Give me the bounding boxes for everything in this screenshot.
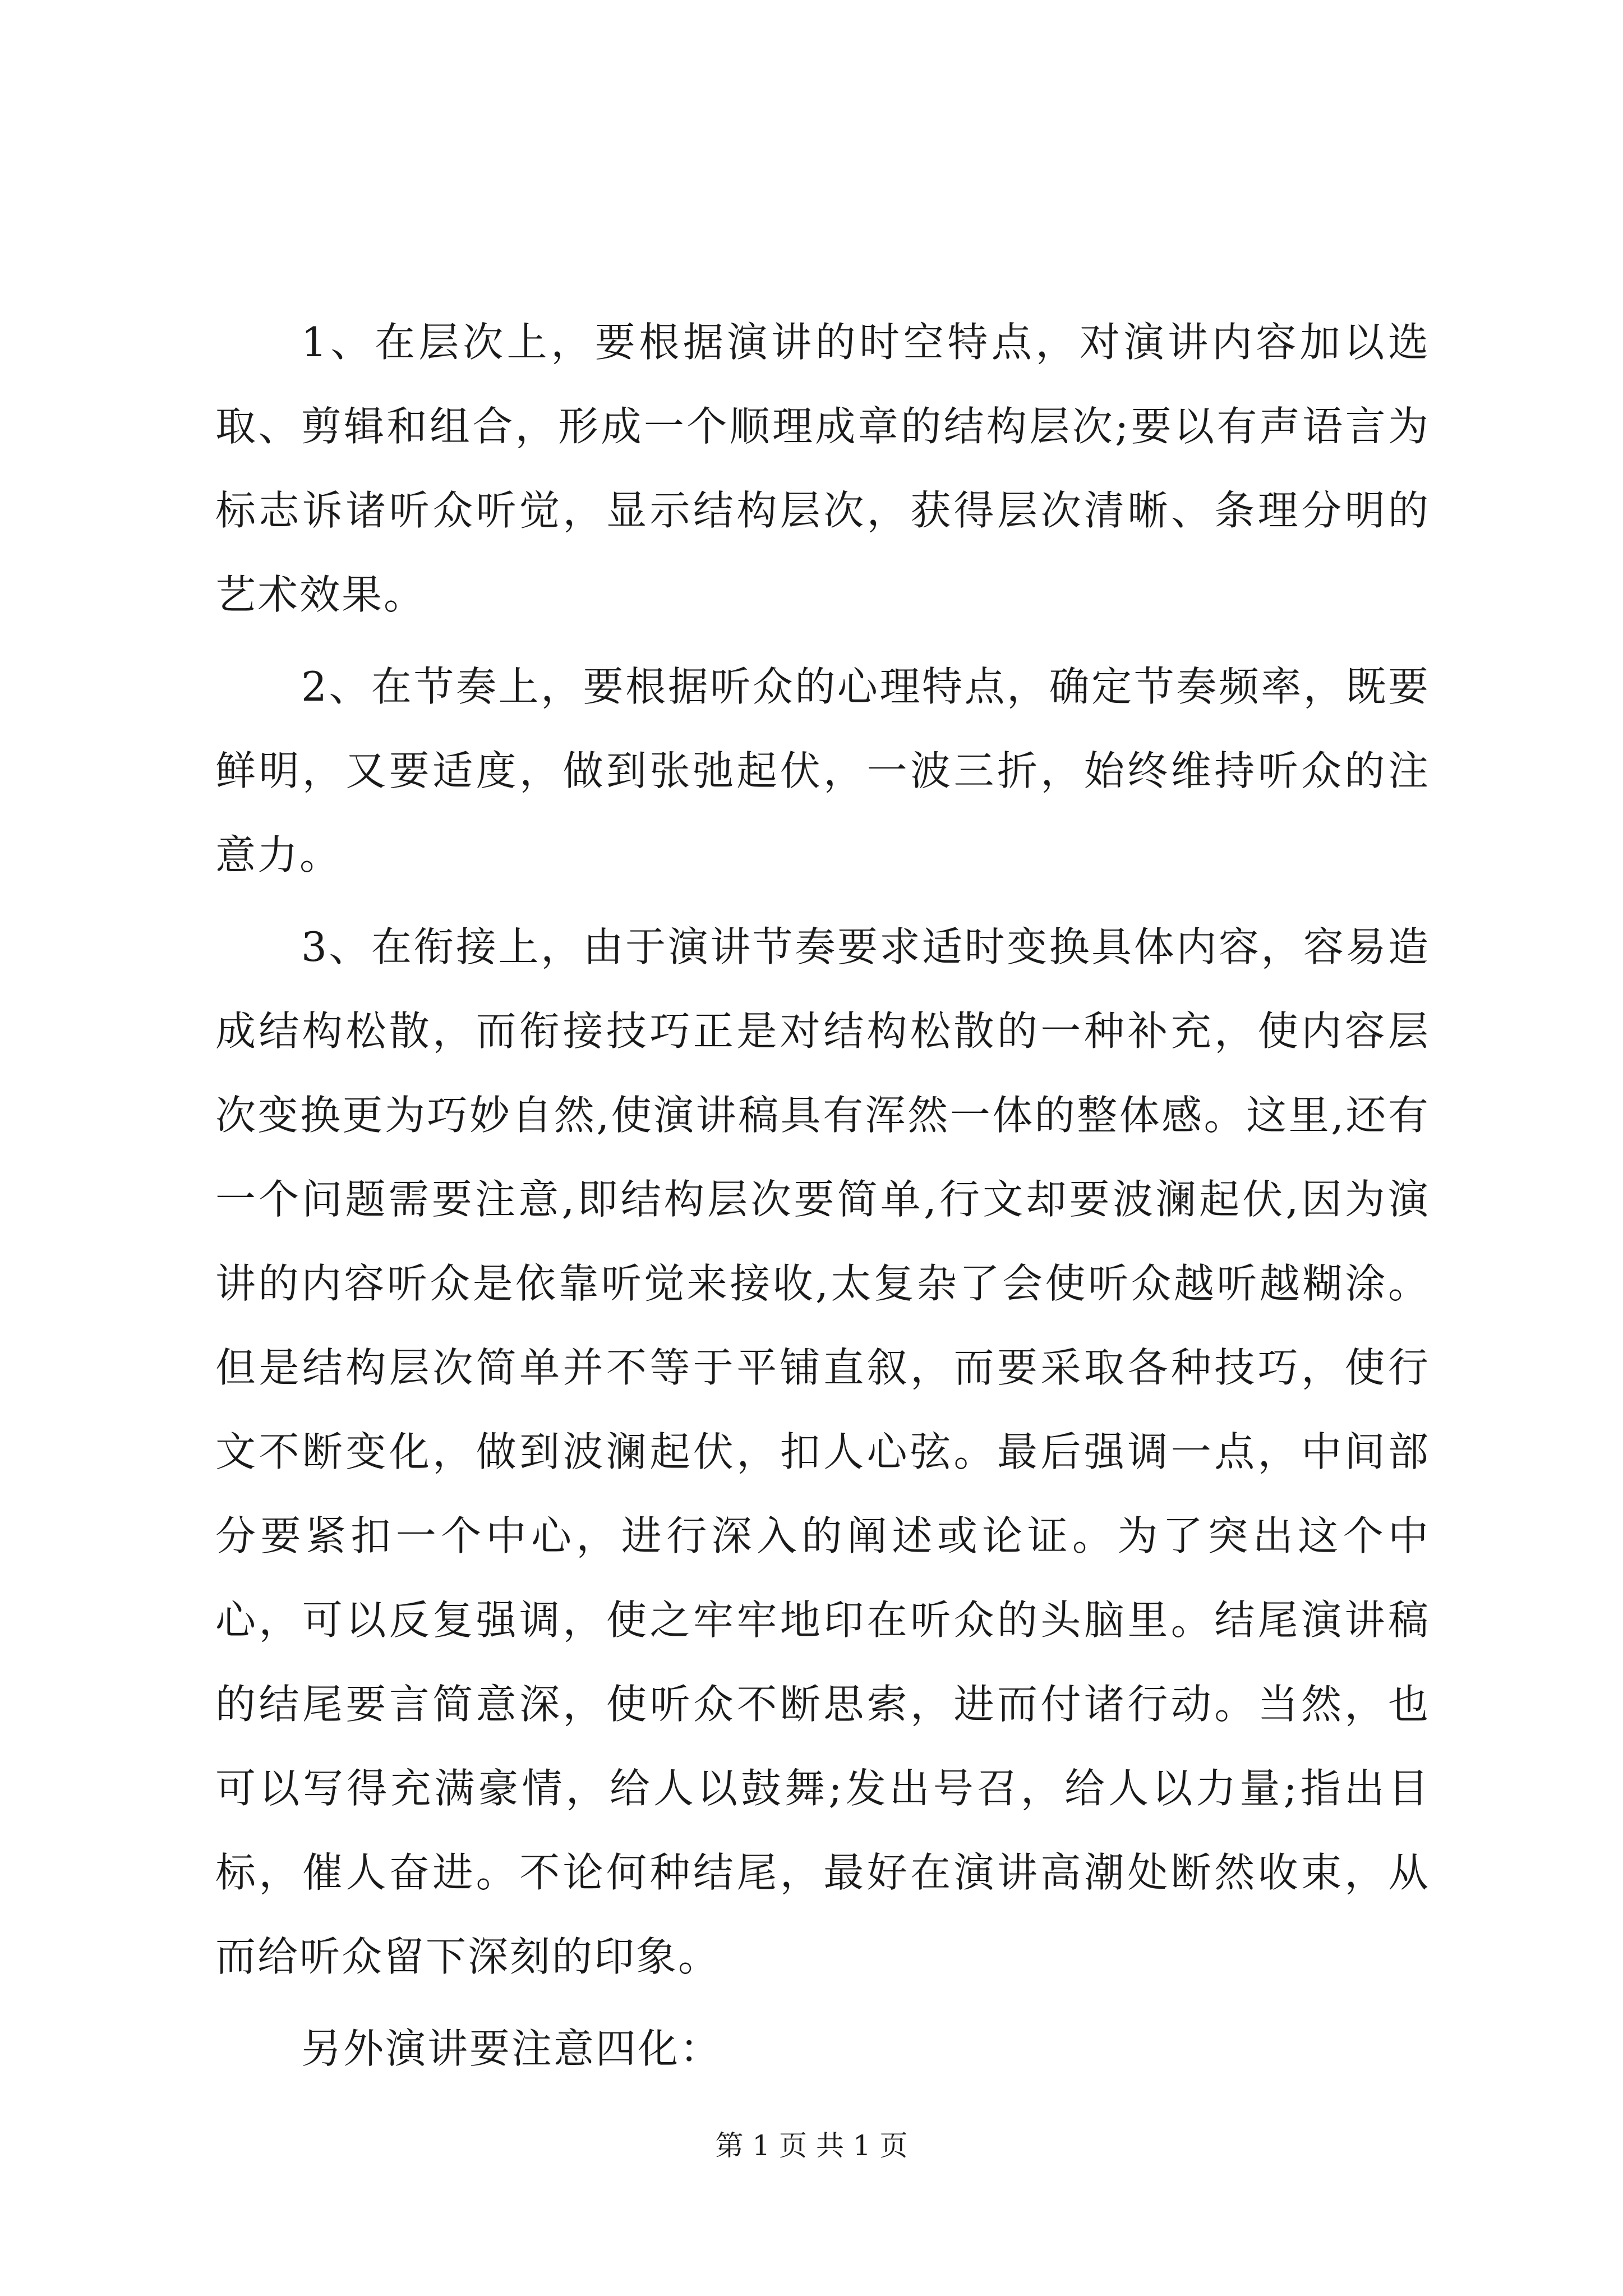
paragraph-rhythm: 2、在节奏上，要根据听众的心理特点，确定节奏频率，既要鲜明，又要适度，做到张弛起伏，一波三折，始终维持听众的注意力。 [215,663,1430,878]
paragraph-transitions: 3、在衔接上，由于演讲节奏要求适时变换具体内容，容易造成结构松散，而衔接技巧正是对结构松散的一种补充，使内容层次变换更为巧妙自然,使演讲稿具有浑然一体的整体感。这里,还有一个问题需要注意,即结构层次要简单,行文却要波澜起伏,因为演讲的内容听众是依靠听觉来接收,太复杂了会使听众越听越糊涂。但是结构层次简单并不等于平铺直叙，而要采取各种技巧，使行文不断变化，做到波澜起伏，扣人心弦。最后强调一点，中间部分要紧扣一个中心，进行深入的阐述或论证。为了突出这个中心，可以反复强调，使之牢牢地印在听众的头脑里。结尾演讲稿的结尾要言简意深，使听众不断思索，进而付诸行动。当然，也可以写得充满豪情，给人以鼓舞;发出号召，给人以力量;指出目标，催人奋进。不论何种结尾，最好在演讲高潮处断然收束，从而给听众留下深刻的印象。 [215,923,1430,1980]
paragraph-structure-levels: 1、在层次上，要根据演讲的时空特点，对演讲内容加以选取、剪辑和组合，形成一个顺理成章的结构层次;要以有声语言为标志诉诸听众听觉，显示结构层次，获得层次清晰、条理分明的艺术效果。 [215,319,1430,618]
paragraph-four-points-intro: 另外演讲要注意四化： [301,2025,722,2072]
document-body [215,300,1430,2099]
page-footer: 第 1 页 共 1 页 [715,2129,908,2162]
